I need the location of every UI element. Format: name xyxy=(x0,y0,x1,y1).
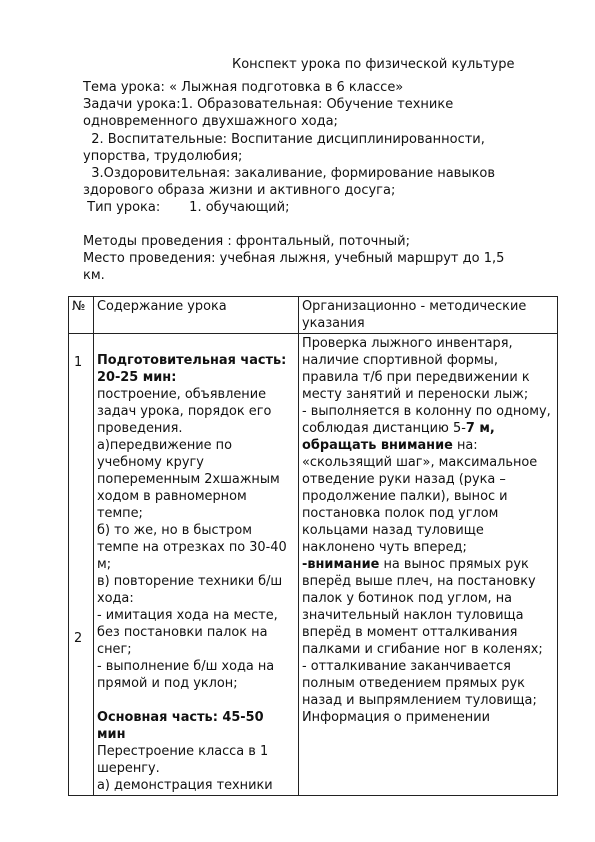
header-content: Содержание урока xyxy=(94,297,299,334)
lesson-intro xyxy=(83,79,553,284)
header-methodical: Организационно - методические указания xyxy=(299,297,558,334)
method-text: -внимание на вынос прямых рук вперёд выше плеч, на постановку палок у ботинок под углом, на значительный наклон туловища вперёд в момент отталкивания палками и сгибание ног в коленях; xyxy=(302,557,543,657)
content-text: - имитация хода на месте, без постановки палок на снег; xyxy=(97,608,278,657)
intro-line: 3.Оздоровительная: закаливание, формирование навыков xyxy=(83,166,496,182)
intro-line: упорства, трудолюбия; xyxy=(83,148,243,164)
row-number: 2 xyxy=(74,631,83,646)
content-text: Перестроение класса в 1 шеренгу. xyxy=(97,744,269,776)
intro-line: км. xyxy=(83,268,105,284)
main-heading: Основная часть: 45-50 мин xyxy=(97,710,264,742)
content-text: а)передвижение по учебному кругу попеременным 2хшажным ходом в равномерном темпе; xyxy=(97,438,280,521)
content-text: в) повторение техники б/ш хода: xyxy=(97,574,283,606)
method-text: Информация о применении xyxy=(302,710,490,725)
intro-line: одновременного двухшажного хода; xyxy=(83,114,338,130)
lesson-content-cell xyxy=(94,334,299,796)
intro-line: Тема урока: « Лыжная подготовка в 6 классе» xyxy=(83,80,404,95)
content-text: - выполнение б/ш хода на прямой и под уклон; xyxy=(97,659,275,691)
method-text: - отталкивание заканчивается полным отведением прямых рук назад и выпрямлением туловища; xyxy=(302,659,537,708)
table-row xyxy=(69,334,558,796)
lesson-table xyxy=(68,296,558,796)
document-title: Конспект урока по физической культуре xyxy=(232,57,515,72)
method-text: Проверка лыжного инвентаря, наличие спортивной формы, правила т/б при передвижении к месту занятий и переноски лыж; xyxy=(302,336,530,402)
intro-line: Тип урока: 1. обучающий; xyxy=(83,200,290,216)
content-text: б) то же, но в быстром темпе на отрезках по 30-40 м; xyxy=(97,523,287,572)
method-text: - выполняется в колонну по одному, соблюдая дистанцию 5-7 м, обращать внимание на: xyxy=(302,404,551,453)
row-numbers xyxy=(69,334,94,796)
method-text: «скользящий шаг», максимальное отведение руки назад (рука – продолжение палки), вынос и постановка полок под углом кольцами назад туловище наклонено чуть вперед; xyxy=(302,455,538,555)
intro-line: Методы проведения : фронтальный, поточный; xyxy=(83,233,410,249)
table-header-row xyxy=(69,297,558,334)
intro-line: Задачи урока:1. Образовательная: Обучение технике xyxy=(83,97,454,113)
content-text: а) демонстрация техники xyxy=(97,778,273,793)
intro-line: 2. Воспитательные: Воспитание дисциплинированности, xyxy=(83,131,485,147)
intro-line: здорового образа жизни и активного досуга; xyxy=(83,183,396,199)
intro-line: Место проведения: учебная лыжня, учебный маршрут до 1,5 xyxy=(83,250,505,266)
row-number: 1 xyxy=(74,355,83,370)
prep-heading: Подготовительная часть: 20-25 мин: xyxy=(97,353,287,385)
header-number: № xyxy=(69,297,94,334)
methodical-cell xyxy=(299,334,558,796)
content-text: построение, объявление задач урока, порядок его проведения. xyxy=(97,387,272,436)
